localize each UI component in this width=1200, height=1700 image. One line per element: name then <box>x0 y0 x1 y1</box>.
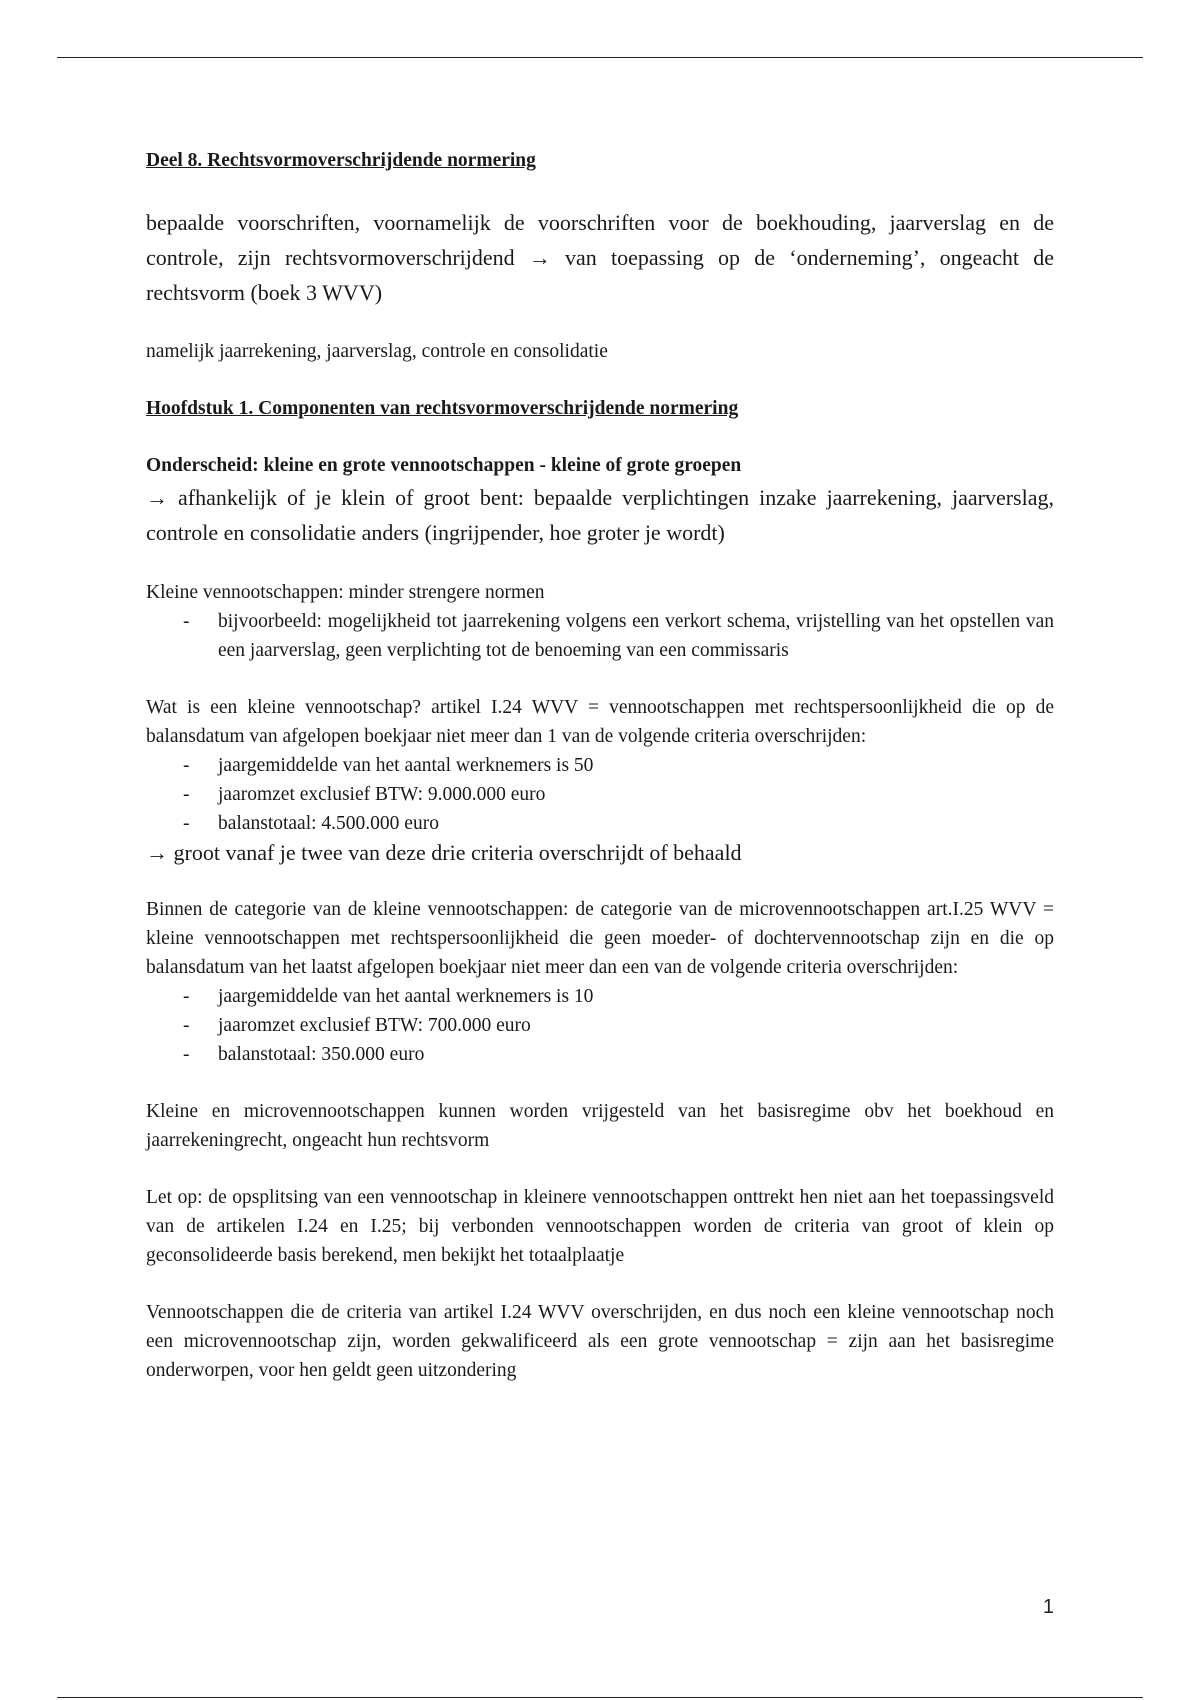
kleine-list <box>146 607 1054 665</box>
binnen-paragraph: Binnen de categorie van de kleine vennootschappen: de categorie van de microvennootschappen art.I.25 WVV = kleine vennootschappen met rechtspersoonlijkheid die geen moeder- of dochtervennootschap zijn en die op balansdatum van het laatst afgelopen boekjaar niet meer dan een van de volgende criteria overschrijden: <box>146 899 1054 978</box>
deel-heading: Deel 8. Rechtsvormoverschrijdende normering <box>146 150 536 171</box>
namelijk-paragraph: namelijk jaarrekening, jaarverslag, controle en consolidatie <box>146 341 608 362</box>
list-item: - balanstotaal: 4.500.000 euro <box>146 809 1054 838</box>
list-item: - jaaromzet exclusief BTW: 700.000 euro <box>146 1011 1054 1040</box>
hoofdstuk-heading: Hoofdstuk 1. Componenten van rechtsvormoverschrijdende normering <box>146 398 739 419</box>
page-number: 1 <box>1042 1596 1054 1618</box>
intro-paragraph: bepaalde voorschriften, voornamelijk de voorschriften voor de boekhouding, jaarverslag en de controle, zijn rechtsvormoverschrijdend → van toepassing op de ‘onderneming’, ongeacht de rechtsvorm (boek 3 WVV) <box>146 210 1054 305</box>
list-item: - jaaromzet exclusief BTW: 9.000.000 euro <box>146 780 1054 809</box>
onderscheid-heading: Onderscheid: kleine en grote vennootschappen - kleine of grote groepen <box>146 455 742 476</box>
bottom-rule <box>57 1697 1143 1698</box>
grote-paragraph: Vennootschappen die de criteria van artikel I.24 WVV overschrijden, en dus noch een kleine vennootschap noch een microvennootschap zijn, worden gekwalificeerd als een grote vennootschap = zijn aan het basisregime onderworpen, voor hen geldt geen uitzondering <box>146 1302 1054 1381</box>
let-op-paragraph: Let op: de opsplitsing van een vennootschap in kleinere vennootschappen onttrekt hen niet aan het toepassingsveld van de artikelen I.24 en I.25; bij verbonden vennootschappen worden de criteria van groot of klein op geconsolideerde basis berekend, men bekijkt het totaalplaatje <box>146 1187 1054 1266</box>
document-body <box>146 146 1054 1385</box>
list-item: - jaargemiddelde van het aantal werknemers is 10 <box>146 982 1054 1011</box>
list-item: - balanstotaal: 350.000 euro <box>146 1040 1054 1069</box>
micro-criteria-list <box>146 982 1054 1069</box>
groot-conclusion: → groot vanaf je twee van deze drie criteria overschrijdt of behaald <box>146 840 742 865</box>
list-item: - jaargemiddelde van het aantal werknemers is 50 <box>146 751 1054 780</box>
kleine-paragraph: Kleine vennootschappen: minder strengere normen <box>146 582 545 603</box>
vrijgesteld-paragraph: Kleine en microvennootschappen kunnen worden vrijgesteld van het basisregime obv het boekhoud en jaarrekeningrecht, ongeacht hun rechtsvorm <box>146 1101 1054 1151</box>
list-item: - bijvoorbeeld: mogelijkheid tot jaarrekening volgens een verkort schema, vrijstelling van het opstellen van een jaarverslag, geen verplichting tot de benoeming van een commissaris <box>146 607 1054 665</box>
wat-is-paragraph: Wat is een kleine vennootschap? artikel I.24 WVV = vennootschappen met rechtspersoonlijkheid die op de balansdatum van afgelopen boekjaar niet meer dan 1 van de volgende criteria overschrijden: <box>146 697 1054 747</box>
onderscheid-paragraph: → afhankelijk of je klein of groot bent: bepaalde verplichtingen inzake jaarrekening, jaarverslag, controle en consolidatie anders (ingrijpender, hoe groter je wordt) <box>146 485 1054 545</box>
top-rule <box>57 57 1143 58</box>
kleine-criteria-list <box>146 751 1054 838</box>
